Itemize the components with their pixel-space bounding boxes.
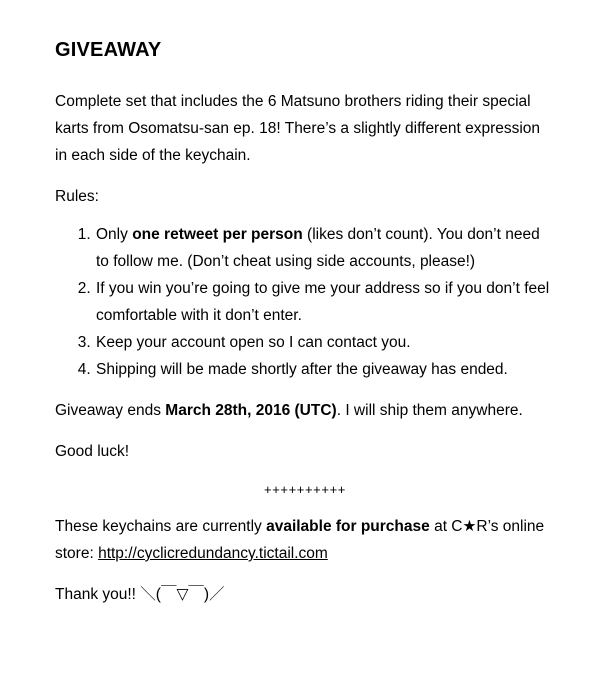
- rule-emphasis: one retweet per person: [132, 226, 303, 243]
- rule-item: [95, 221, 555, 275]
- rule-item: 2. If you win you’re going to give me your address so if you don’t feel comfortable with it don’t enter.: [95, 275, 555, 329]
- end-date-text: . I will ship them anywhere.: [336, 402, 523, 419]
- end-date-text: Giveaway ends: [55, 402, 166, 419]
- rules-label: Rules:: [55, 188, 99, 205]
- giveaway-document: [55, 38, 555, 622]
- store-link[interactable]: http://cyclicredundancy.tictail.com: [98, 545, 328, 562]
- thanks-text: Thank you!! ＼(￣▽￣)／: [55, 586, 225, 603]
- purchase-text: at C★R’s online store:: [55, 518, 545, 562]
- end-date-paragraph: [55, 397, 555, 424]
- rule-text: (likes don’t count). You don’t need to follow me. (Don’t cheat using side accounts, please!): [96, 226, 540, 270]
- purchase-emphasis: available for purchase: [266, 518, 430, 535]
- good-luck-text: Good luck!: [55, 443, 130, 460]
- purchase-text: These keychains are currently: [55, 518, 267, 535]
- page-title: GIVEAWAY: [55, 39, 162, 61]
- rules-list: [55, 221, 555, 383]
- rule-item: 3. Keep your account open so I can contact you.: [95, 329, 555, 356]
- end-date: March 28th, 2016 (UTC): [165, 402, 337, 419]
- separator-line: ++++++++++: [264, 482, 346, 497]
- rule-text: Only: [96, 226, 133, 243]
- purchase-paragraph: [55, 513, 555, 567]
- intro-paragraph: Complete set that includes the 6 Matsuno brothers riding their special karts from Osomatsu-san ep. 18! There’s a slightly different expression in each side of the keychain.: [55, 93, 541, 164]
- rule-item: 4. Shipping will be made shortly after the giveaway has ended.: [95, 356, 555, 383]
